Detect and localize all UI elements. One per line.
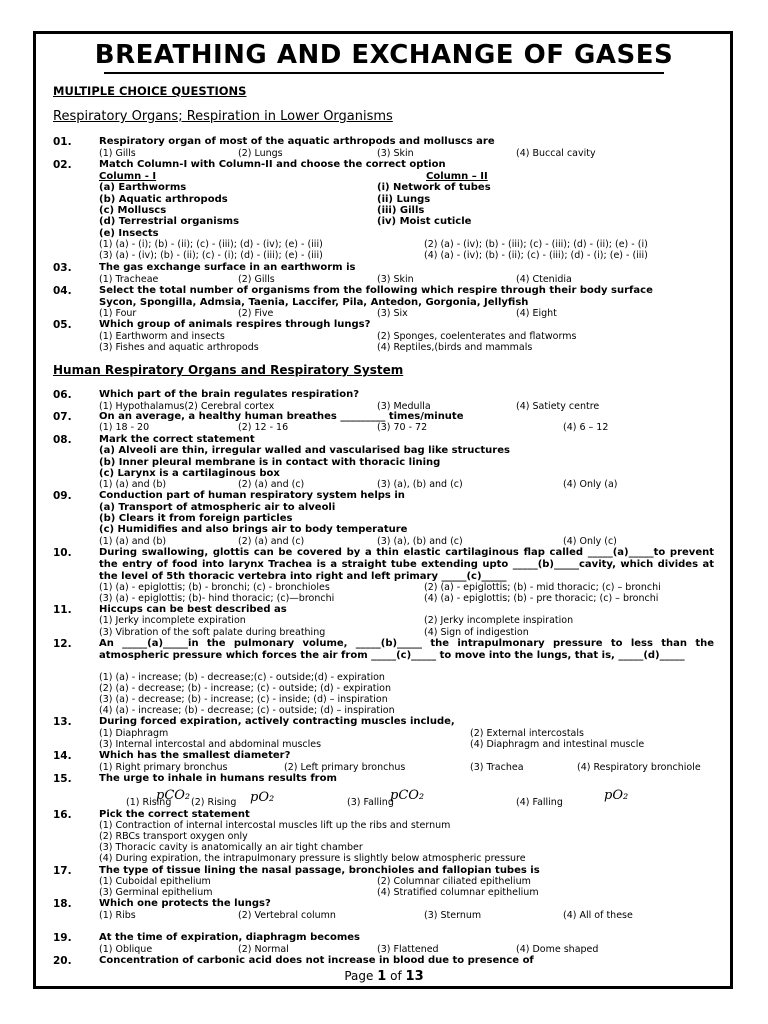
column-1-item: (b) Aquatic arthropods: [99, 194, 228, 205]
option: (1) (a) and (b): [99, 479, 167, 490]
option: (3) Six: [377, 308, 408, 319]
question-text: Which group of animals respires through lungs?: [99, 319, 371, 330]
option: (3) Skin: [377, 274, 414, 285]
option: (4) Stratified columnar epithelium: [377, 887, 539, 898]
option: (1) 18 - 20: [99, 422, 150, 433]
option: (1) Contraction of internal intercostal muscles lift up the ribs and sternum: [99, 820, 451, 831]
question-number: 11.: [53, 604, 72, 616]
column-2-item: (ii) Lungs: [377, 194, 431, 205]
question-text: Conduction part of human respiratory system helps in: [99, 490, 405, 501]
question-text: The urge to inhale in humans results from: [99, 773, 337, 784]
statement: (b) Clears it from foreign particles: [99, 513, 293, 524]
pco2-formula: pCO₂: [156, 788, 191, 803]
question-number: 19.: [53, 932, 72, 944]
option: (4) All of these: [563, 910, 633, 921]
option: (2) Sponges, coelenterates and flatworms: [377, 331, 577, 342]
option: (3) (a), (b) and (c): [377, 479, 463, 490]
column-2-item: (iv) Moist cuticle: [377, 216, 472, 227]
column-2-item: (i) Network of tubes: [377, 182, 491, 193]
question-text: During swallowing, glottis can be covered by a thin elastic cartilaginous flap called _____(a)_____to prevent the entry of food into larynx Trachea is a straight tube extending upto _____(b)_____cavity, which divides at the level of 5th thoracic vertebra into right and left primary _____(c)_____: [99, 547, 714, 582]
title-underline: [104, 72, 664, 74]
option: (4) 6 – 12: [563, 422, 609, 433]
option: (2) Rising: [191, 797, 237, 808]
option: (2) Normal: [238, 944, 289, 955]
column-1-item: (a) Earthworms: [99, 182, 187, 193]
option: (1) Earthworm and insects: [99, 331, 225, 342]
option: (2) 12 - 16: [238, 422, 289, 433]
column-1-item: (d) Terrestrial organisms: [99, 216, 240, 227]
column-1-header: Column - I: [99, 171, 157, 182]
question-number: 20.: [53, 955, 72, 967]
question-text: Which one protects the lungs?: [99, 898, 271, 909]
section-heading-2: Human Respiratory Organs and Respiratory System: [53, 363, 404, 377]
option: (3) (a), (b) and (c): [377, 536, 463, 547]
option: (1) (a) - (i); (b) - (ii); (c) - (iii); (d) - (iv); (e) - (iii): [99, 239, 323, 250]
option: (4) Only (c): [563, 536, 617, 547]
option: (4) During expiration, the intrapulmonary pressure is slightly below atmospheric pressure: [99, 853, 526, 864]
statement: (b) Inner pleural membrane is in contact with thoracic lining: [99, 457, 441, 468]
option: (2) (a) - epiglottis; (b) - mid thoracic; (c) – bronchi: [424, 582, 661, 593]
question-text: Match Column-I with Column-II and choose the correct option: [99, 159, 446, 170]
option: (1) Ribs: [99, 910, 136, 921]
page-title: BREATHING AND EXCHANGE OF GASES: [94, 40, 674, 70]
question-text: Pick the correct statement: [99, 809, 250, 820]
option: (4) Respiratory bronchiole: [577, 762, 701, 773]
option: (2) Jerky incomplete inspiration: [424, 615, 574, 626]
column-1-item: (e) Insects: [99, 228, 159, 239]
question-number: 04.: [53, 285, 72, 297]
option: (1) (a) and (b): [99, 536, 167, 547]
question-text: The gas exchange surface in an earthworm is: [99, 262, 356, 273]
question-number: 07.: [53, 411, 72, 423]
option: (1) Jerky incomplete expiration: [99, 615, 246, 626]
option: (4) Buccal cavity: [516, 148, 596, 159]
column-2-item: (iii) Gills: [377, 205, 425, 216]
option: (3) Germinal epithelium: [99, 887, 213, 898]
option: (3) Vibration of the soft palate during breathing: [99, 627, 326, 638]
option: (1) Tracheae: [99, 274, 159, 285]
option: (1) Oblique: [99, 944, 153, 955]
question-text: Respiratory organ of most of the aquatic arthropods and molluscs are: [99, 136, 495, 147]
option: (4) (a) - (iv); (b) - (ii); (c) - (iii); (d) - (i); (e) - (iii): [424, 250, 648, 261]
question-text: Which has the smallest diameter?: [99, 750, 291, 761]
page-word: Page: [344, 969, 374, 983]
section-heading-1: Respiratory Organs; Respiration in Lower Organisms: [53, 109, 393, 124]
question-number: 02.: [53, 159, 72, 171]
question-number: 09.: [53, 490, 72, 502]
option: (4) Dome shaped: [516, 944, 599, 955]
question-number: 17.: [53, 865, 72, 877]
option: (1) (a) - increase; (b) - decrease;(c) - outside;(d) - expiration: [99, 672, 385, 683]
question-number: 01.: [53, 136, 72, 148]
question-text: Select the total number of organisms from the following which respire through their body surface: [99, 285, 653, 296]
option: (4) Only (a): [563, 479, 618, 490]
option: (3) Sternum: [424, 910, 482, 921]
page-total: 13: [405, 969, 424, 984]
question-text: An _____(a)_____in the pulmonary volume, _____(b)_____ the intrapulmonary pressure to less than the atmospheric pressure which forces the air from _____(c)_____ to move into the lungs, that is, _____(d)_____: [99, 638, 714, 661]
question-number: 14.: [53, 750, 72, 762]
question-text: Mark the correct statement: [99, 434, 255, 445]
question-number: 06.: [53, 389, 72, 401]
option: (4) (a) - epiglottis; (b) - pre thoracic; (c) – bronchi: [424, 593, 659, 604]
option: (4) Satiety centre: [516, 401, 600, 412]
of-word: of: [390, 969, 402, 983]
question-number: 16.: [53, 809, 72, 821]
option: (3) Fishes and aquatic arthropods: [99, 342, 259, 353]
option: (2) (a) and (c): [238, 536, 305, 547]
option: (3) (a) - epiglottis; (b)- hind thoracic; (c)—bronchi: [99, 593, 335, 604]
statement: (a) Transport of atmospheric air to alveoli: [99, 502, 336, 513]
option: (3) Internal intercostal and abdominal muscles: [99, 739, 322, 750]
question-text-line-2: Sycon, Spongilla, Admsia, Taenia, Laccifer, Pila, Antedon, Gorgonia, Jellyfish: [99, 297, 529, 308]
option: (2) Five: [238, 308, 274, 319]
option: (2) (a) and (c): [238, 479, 305, 490]
question-number: 08.: [53, 434, 72, 446]
option: (3) Skin: [377, 148, 414, 159]
page-footer: [0, 969, 768, 984]
option: (3) Falling: [347, 797, 394, 808]
option: (3) (a) - (iv); (b) - (ii); (c) - (i); (d) - (iii); (e) - (iii): [99, 250, 323, 261]
question-text: Hiccups can be best described as: [99, 604, 287, 615]
option: (2) Gills: [238, 274, 275, 285]
option: (1) Diaphragm: [99, 728, 169, 739]
option: (2) (a) - decrease; (b) - increase; (c) - outside; (d) - expiration: [99, 683, 391, 694]
option: (2) External intercostals: [470, 728, 584, 739]
option: (1) Hypothalamus(2) Cerebral cortex: [99, 401, 275, 412]
option: (2) Columnar ciliated epithelium: [377, 876, 531, 887]
question-number: 10.: [53, 547, 72, 559]
question-number: 12.: [53, 638, 72, 650]
option: (1) Four: [99, 308, 137, 319]
question-text: The type of tissue lining the nasal passage, bronchioles and fallopian tubes is: [99, 865, 540, 876]
option: (2) Vertebral column: [238, 910, 336, 921]
question-number: 05.: [53, 319, 72, 331]
option: (1) Gills: [99, 148, 136, 159]
option: (2) Lungs: [238, 148, 283, 159]
mcq-heading: MULTIPLE CHOICE QUESTIONS: [53, 84, 247, 98]
question-number: 18.: [53, 898, 72, 910]
option: (4) Sign of indigestion: [424, 627, 529, 638]
question-text: During forced expiration, actively contracting muscles include,: [99, 716, 455, 727]
question-text: At the time of expiration, diaphragm becomes: [99, 932, 360, 943]
option: (4) Falling: [516, 797, 563, 808]
column-2-header: Column – II: [426, 171, 488, 182]
option: (4) Eight: [516, 308, 557, 319]
question-text: Concentration of carbonic acid does not increase in blood due to presence of: [99, 955, 534, 966]
option: (3) 70 - 72: [377, 422, 428, 433]
column-1-item: (c) Molluscs: [99, 205, 167, 216]
option: (3) Trachea: [470, 762, 524, 773]
option: (3) Medulla: [377, 401, 431, 412]
question-number: 15.: [53, 773, 72, 785]
option: (4) Ctenidia: [516, 274, 572, 285]
option: (4) Diaphragm and intestinal muscle: [470, 739, 645, 750]
option: (4) (a) - increase; (b) - decrease; (c) - outside; (d) – inspiration: [99, 705, 395, 716]
question-text: On an average, a healthy human breathes _________ times/minute: [99, 411, 464, 422]
option: (2) (a) - (iv); (b) - (iii); (c) - (iii); (d) - (ii); (e) - (i): [424, 239, 648, 250]
statement: (c) Humidifies and also brings air to body temperature: [99, 524, 408, 535]
pco2-formula: pCO₂: [390, 788, 425, 803]
option: (4) Reptiles,(birds and mammals: [377, 342, 533, 353]
option: (2) Left primary bronchus: [284, 762, 406, 773]
page-number: 1: [377, 969, 387, 984]
statement: (a) Alveoli are thin, irregular walled and vascularised bag like structures: [99, 445, 510, 456]
option: (1) Right primary bronchus: [99, 762, 228, 773]
question-number: 03.: [53, 262, 72, 274]
statement: (c) Larynx is a cartilaginous box: [99, 468, 280, 479]
option: (3) Thoracic cavity is anatomically an air tight chamber: [99, 842, 363, 853]
option: (3) (a) - decrease; (b) - increase; (c) - inside; (d) – inspiration: [99, 694, 388, 705]
po2-formula: pO₂: [604, 788, 629, 803]
option: (1) (a) - epiglottis; (b) - bronchi; (c) - bronchioles: [99, 582, 330, 593]
question-number: 13.: [53, 716, 72, 728]
option: (3) Flattened: [377, 944, 439, 955]
option: (2) RBCs transport oxygen only: [99, 831, 248, 842]
question-text: Which part of the brain regulates respiration?: [99, 389, 360, 400]
option: (1) Rising: [126, 797, 172, 808]
po2-formula: pO₂: [250, 790, 275, 805]
option: (1) Cuboidal epithelium: [99, 876, 211, 887]
